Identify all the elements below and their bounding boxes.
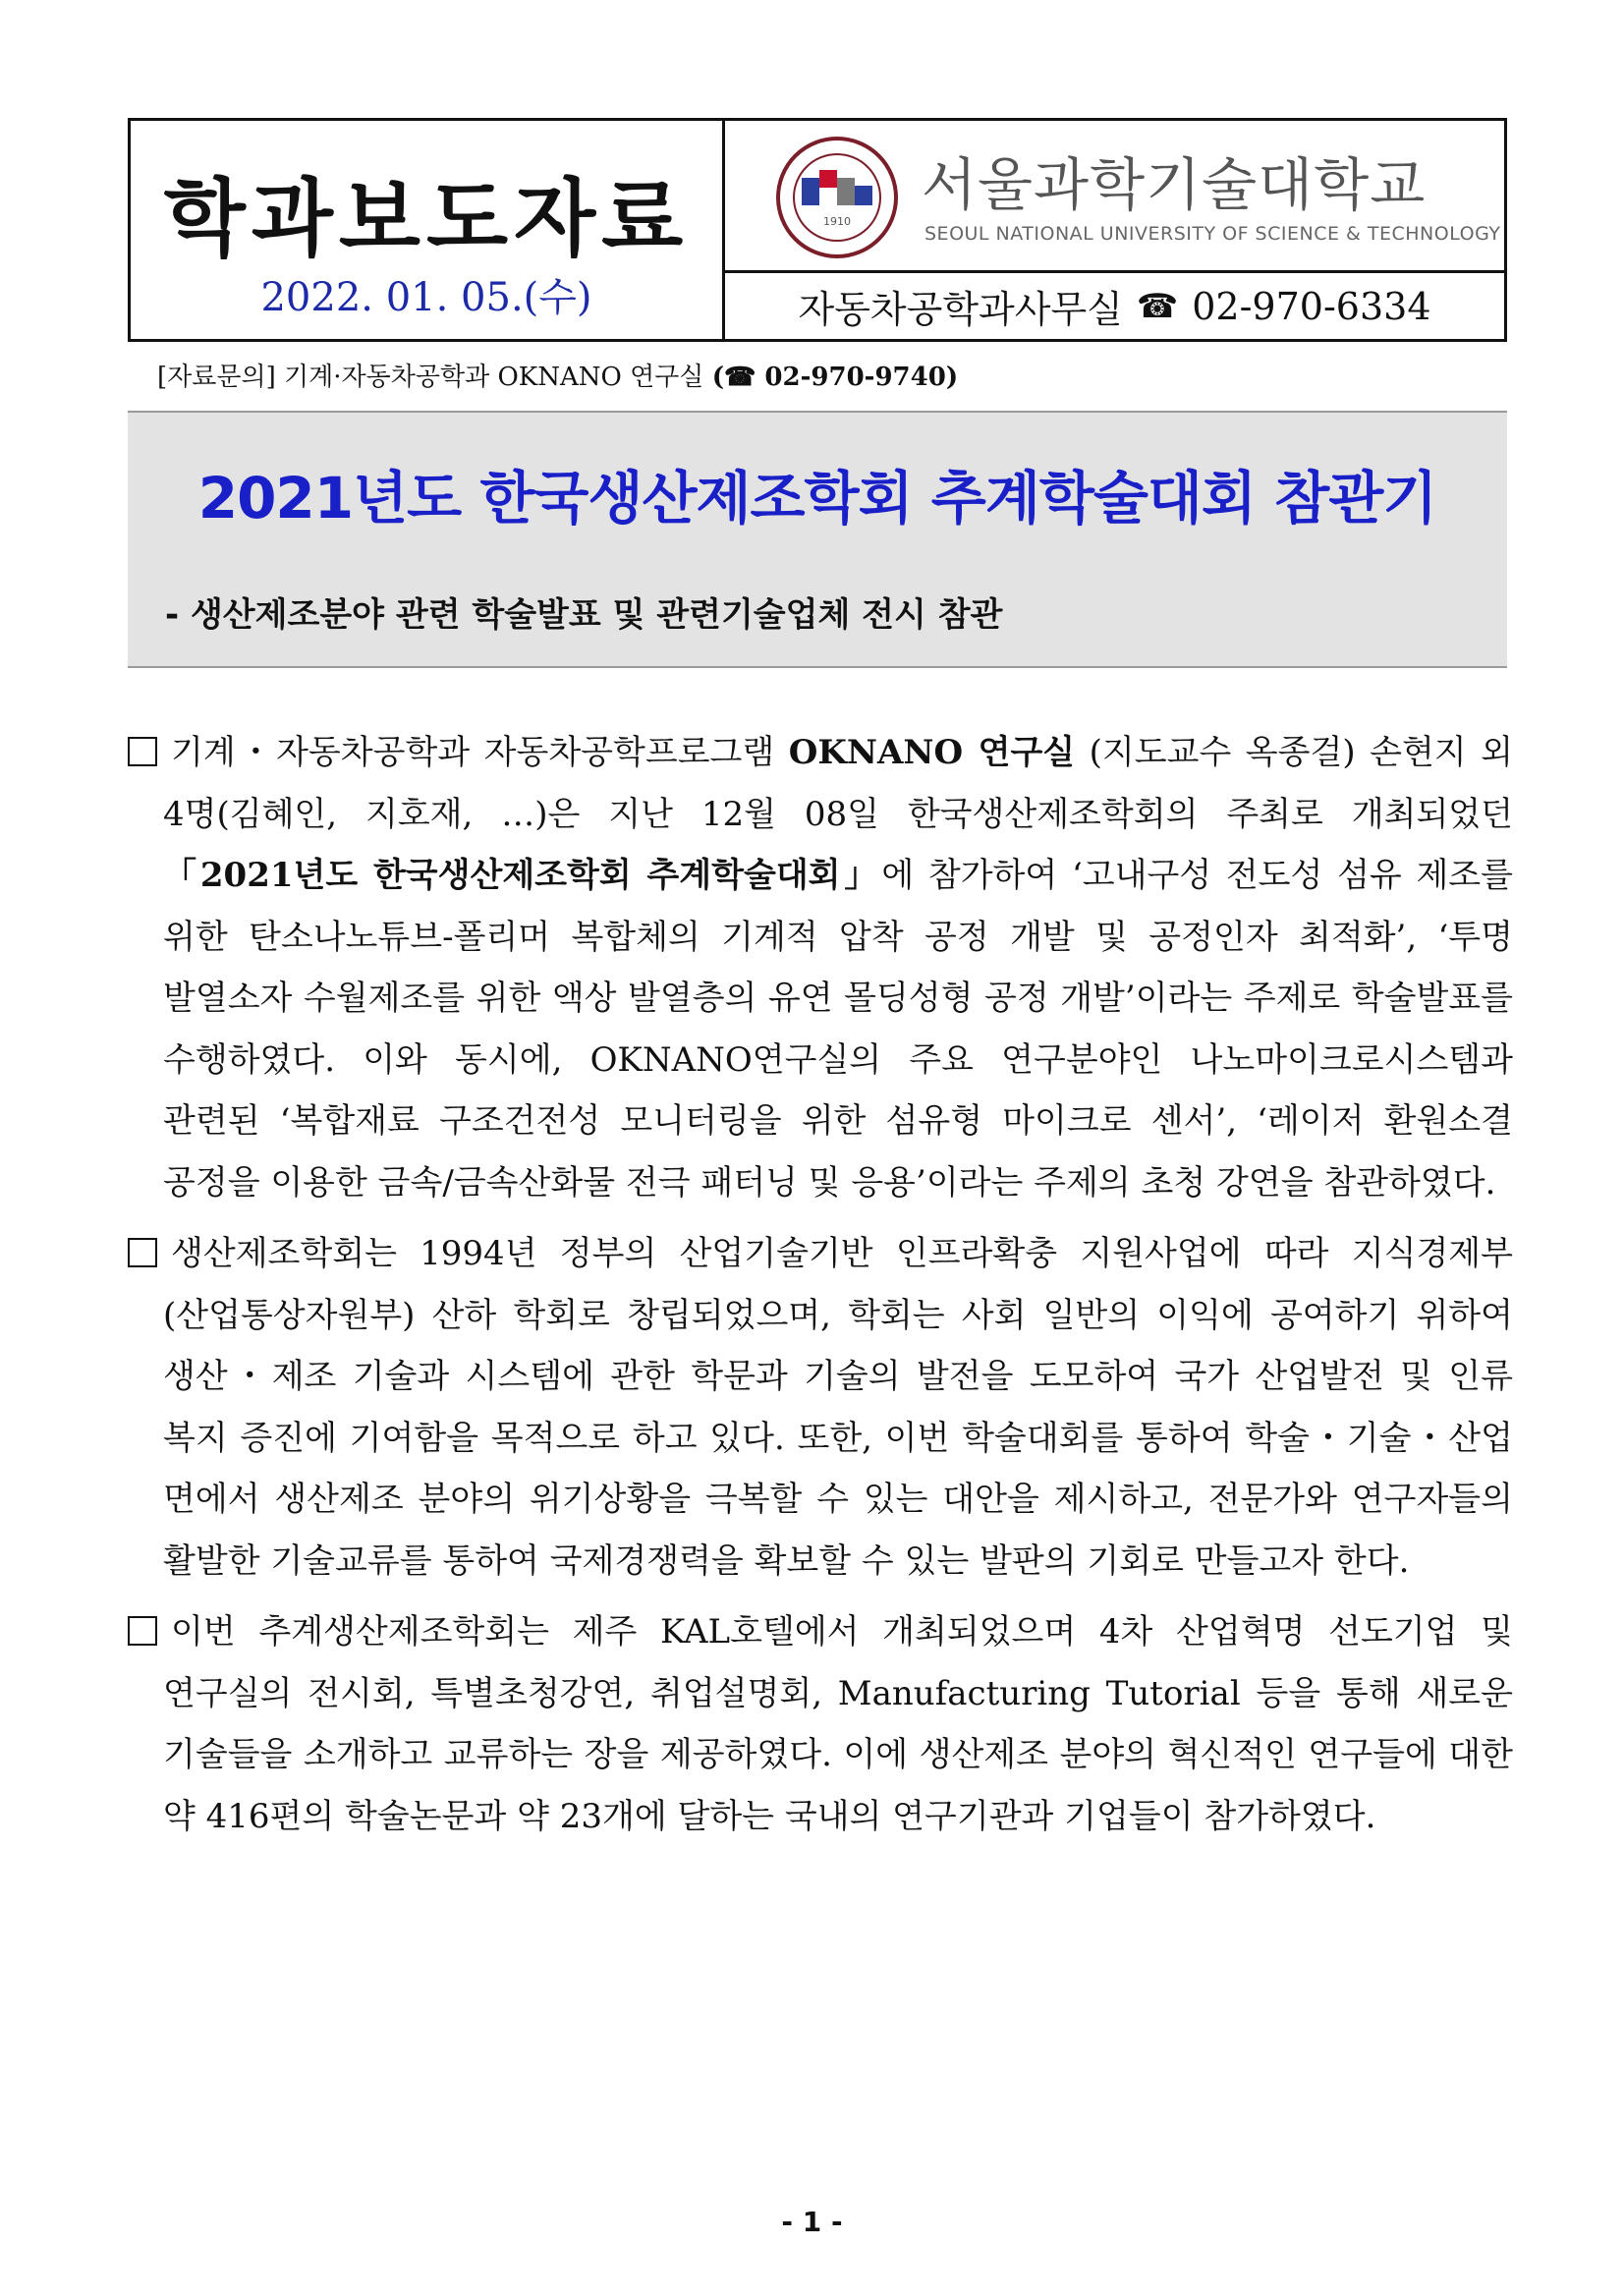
office-phone: 02-970-6334: [1192, 284, 1431, 328]
article-body: [128, 722, 1513, 1857]
headline: 2021년도 한국생산제조학회 추계학술대회 참관기: [197, 465, 1437, 532]
paragraph-1-text-b: (지도교수 옥종걸) 손현지 외 4명(김혜인, 지호재, …)은 지난 12월 08일 한국생산제조학회의 주최로 개최되었던: [163, 733, 1513, 834]
seal-year: 1910: [823, 215, 851, 228]
phone-icon: ☎: [1136, 286, 1179, 326]
office-contact: [725, 273, 1504, 339]
release-date: 2022. 01. 05.(수): [260, 275, 592, 320]
paragraph-1-event-name: 「2021년도 한국생산제조학회 추계학술대회」: [163, 856, 882, 895]
contact-info: [157, 357, 958, 393]
paragraph-1-text-c: 에 참가하여 ‘고내구성 전도성 섬유 제조를 위한 탄소나노튜브-폴리머 복합체의 기계적 압착 공정 개발 및 공정인자 최적화’, ‘투명 발열소자 수월제조를 위한 액상 발열층의 유연 몰딩성형 공정 개발’이라는 주제로 학술발표를 수행하였다. 이와 동시에, OKNANO연구실의 주요 연구분야인 나노마이크로시스템과 관련된 ‘복합재료 구조건전성 모니터링을 위한 섬유형 마이크로 센서’, ‘레이저 환원소결 공정을 이용한 금속/금속산화물 전극 패터닝 및 응용’이라는 주제의 초청 강연을 참관하였다.: [163, 856, 1513, 1203]
office-name: 자동차공학과사무실: [798, 288, 1123, 331]
press-header-left: [131, 121, 725, 339]
press-header: [128, 118, 1507, 342]
paragraph-2-text: 생산제조학회는 1994년 정부의 산업기술기반 인프라확충 지원사업에 따라 지식경제부(산업통상자원부) 산하 학회로 창립되었으며, 학회는 사회 일반의 이익에 공여하기 위하여 생산・제조 기술과 시스템에 관한 학문과 기술의 발전을 도모하여 국가 산업발전 및 인류 복지 증진에 기여함을 목적으로 하고 있다. 또한, 이번 학술대회를 통하여 학술・기술・산업 면에서 생산제조 분야의 위기상황을 극복할 수 있는 대안을 제시하고, 전문가와 연구자들의 활발한 기술교류를 통하여 국제경쟁력을 확보할 수 있는 발판의 기회로 만들고자 한다.: [163, 1234, 1513, 1581]
title-band: [128, 411, 1507, 668]
university-name-ko: 서울과학기술대학교: [922, 151, 1427, 218]
contact-label: [자료문의] 기계·자동차공학과 OKNANO 연구실: [157, 363, 704, 392]
paragraph-2: [128, 1223, 1513, 1592]
university-logo: [725, 121, 1504, 273]
checkbox-icon: [128, 737, 157, 766]
university-seal-icon: [774, 135, 900, 260]
paragraph-1: [128, 722, 1513, 1213]
press-release-title: 학과보도자료: [163, 170, 690, 268]
university-name-en: SEOUL NATIONAL UNIVERSITY OF SCIENCE & TECHNOLOGY: [924, 223, 1501, 245]
subheadline: - 생산제조분야 관련 학술발표 및 관련기술업체 전시 참관: [165, 595, 1003, 635]
checkbox-icon: [128, 1616, 157, 1646]
page-number: - 1 -: [781, 2206, 843, 2238]
contact-phone: (☎ 02-970-9740): [711, 363, 959, 392]
paragraph-1-lab-name: OKNANO 연구실: [788, 733, 1076, 772]
press-header-right: [725, 121, 1504, 339]
paragraph-3-text: 이번 추계생산제조학회는 제주 KAL호텔에서 개최되었으며 4차 산업혁명 선도기업 및 연구실의 전시회, 특별초청강연, 취업설명회, Manufacturing Tutorial 등을 통해 새로운 기술들을 소개하고 교류하는 장을 제공하였다. 이에 생산제조 분야의 혁신적인 연구들에 대한 약 416편의 학술논문과 약 23개에 달하는 국내의 연구기관과 기업들이 참가하였다.: [163, 1612, 1513, 1836]
paragraph-3: [128, 1601, 1513, 1847]
paragraph-1-text-a: 기계・자동차공학과 자동차공학프로그램: [171, 733, 789, 772]
checkbox-icon: [128, 1238, 157, 1267]
